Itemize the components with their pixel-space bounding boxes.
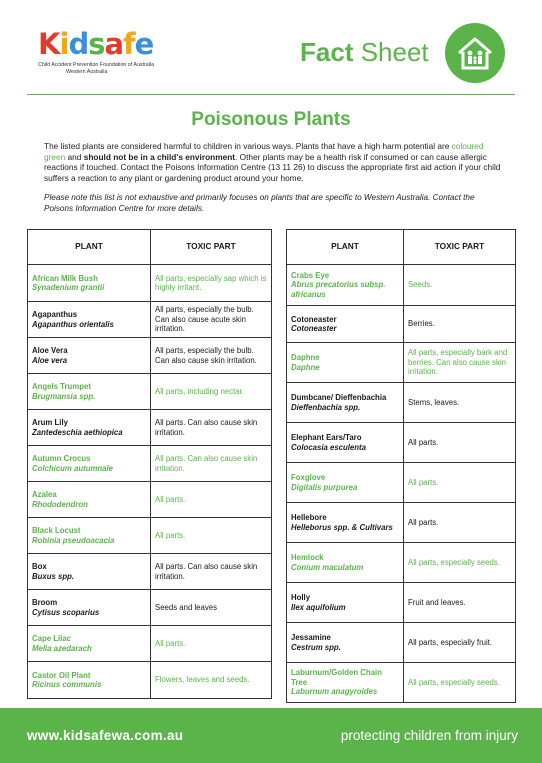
plant-common-name: Angels Trumpet — [32, 382, 91, 392]
logo-letter: i — [59, 27, 69, 61]
plant-latin-name: Rhododendron — [32, 499, 88, 509]
header-toxic-part: TOXIC PART — [151, 230, 272, 265]
plant-cell — [287, 543, 404, 583]
intro-text-3: . Other plants may be a health risk if consumed or can cause allergic reactions if touched. Contact the Poisons Information Centre (13 11 26) to discuss the appropriate first aid action if your child suffers a reaction to any plant or gardening product around your home. — [44, 151, 501, 183]
plant-latin-name: Buxus spp. — [32, 571, 75, 581]
plant-latin-name: Abrus precatorius subsp. africanus — [291, 280, 386, 299]
table-row — [287, 543, 516, 583]
header-plant: PLANT — [28, 230, 151, 265]
intro-text-2: and — [65, 151, 84, 162]
plant-latin-name: Cestrum spp. — [291, 642, 341, 652]
plant-latin-name: Digitalis purpurea — [291, 482, 358, 492]
table-row — [28, 410, 272, 446]
plant-cell — [287, 383, 404, 423]
table-row — [287, 343, 516, 383]
website-link[interactable]: www.kidsafewa.com.au — [27, 728, 184, 743]
table-row — [28, 554, 272, 590]
table-row — [28, 446, 272, 482]
plants-table-left — [27, 229, 272, 699]
header — [0, 0, 542, 95]
plant-cell — [28, 374, 151, 410]
plant-common-name: Cape Lilac — [32, 634, 71, 644]
toxic-part-cell: All parts. Can also cause skin irritation. — [151, 554, 272, 590]
plant-latin-name: Brugmansia spp. — [32, 391, 96, 401]
toxic-part-cell: All parts, especially the bulb. Can also cause skin irritation. — [151, 338, 272, 374]
plant-common-name: Broom — [32, 598, 58, 608]
plants-table-right — [286, 229, 516, 703]
plant-common-name: Crabs Eye — [291, 270, 330, 280]
toxic-part-cell: All parts, especially sap which is highly irritant. — [151, 265, 272, 302]
plant-common-name: Elephant Ears/Taro — [291, 433, 362, 443]
plant-latin-name: Helleborus spp. & Cultivars — [291, 522, 393, 532]
plant-latin-name: Melia azedarach — [32, 643, 92, 653]
plant-cell — [28, 265, 151, 302]
plant-common-name: Laburnum/Golden Chain Tree — [291, 668, 382, 687]
plant-common-name: Black Locust — [32, 526, 81, 536]
toxic-part-cell: All parts. — [404, 503, 516, 543]
plant-common-name: Foxglove — [291, 473, 326, 483]
table-row — [287, 623, 516, 663]
table-row — [28, 302, 272, 338]
plant-latin-name: Synadenium grantii — [32, 283, 105, 292]
plant-common-name: Holly — [291, 593, 311, 603]
plant-cell — [28, 410, 151, 446]
plant-latin-name: Dieffenbachia spp. — [291, 402, 361, 412]
fact-bold: Fact — [300, 37, 354, 67]
plant-cell — [287, 423, 404, 463]
toxic-part-cell: All parts. — [404, 423, 516, 463]
plant-latin-name: Cytisus scoparius — [32, 607, 100, 617]
toxic-part-cell: All parts, including nectar. — [151, 374, 272, 410]
plant-cell — [28, 482, 151, 518]
table-row — [287, 663, 516, 703]
page-title: Poisonous Plants — [191, 109, 351, 130]
toxic-part-cell: Flowers, leaves and seeds. — [151, 662, 272, 699]
table-row — [28, 662, 272, 699]
logo-region: Western Australia — [66, 69, 108, 75]
plant-common-name: Azalea — [32, 490, 57, 500]
plant-latin-name: Laburnum anagyroides — [291, 687, 378, 697]
toxic-part-cell: All parts. — [404, 463, 516, 503]
plant-latin-name: Agapanthus orientalis — [32, 319, 114, 329]
toxic-part-cell: Stems, leaves. — [404, 383, 516, 423]
plant-latin-name: Robinia pseudoacacia — [32, 535, 115, 545]
logo-letter: s — [88, 27, 105, 61]
toxic-part-cell: All parts. Can also cause skin irritation. — [151, 410, 272, 446]
plant-common-name: Aloe Vera — [32, 346, 68, 356]
toxic-part-cell: All parts, especially bark and berries. Can also cause skin irritation. — [404, 343, 516, 383]
plant-cell — [287, 306, 404, 343]
table-row — [28, 338, 272, 374]
plant-latin-name: Colocasia esculenta — [291, 442, 366, 452]
plant-cell — [287, 583, 404, 623]
disclaimer-note: Please note this list is not exhaustive and primarily focuses on plants that are specific to Western Australia. Contact the Poisons Information Centre for more details. — [44, 193, 475, 213]
toxic-part-cell: All parts, especially fruit. — [404, 623, 516, 663]
table-row — [28, 626, 272, 662]
plant-cell — [287, 463, 404, 503]
toxic-part-cell: All parts. — [151, 482, 272, 518]
plant-latin-name: Ilex aquifolium — [291, 602, 346, 612]
table-row — [28, 265, 272, 302]
plant-common-name: Daphne — [291, 353, 320, 363]
table-row — [28, 482, 272, 518]
plant-cell — [28, 626, 151, 662]
kidsafe-logo — [38, 28, 158, 88]
house-family-icon — [445, 23, 505, 83]
plant-common-name: Cotoneaster — [291, 314, 337, 324]
table-row — [287, 463, 516, 503]
plant-latin-name: Conium maculatum — [291, 562, 364, 572]
logo-letter: f — [123, 27, 135, 61]
table-row — [287, 383, 516, 423]
plant-cell — [28, 662, 151, 699]
table-row — [287, 265, 516, 306]
plant-cell — [287, 503, 404, 543]
header-divider — [27, 94, 515, 95]
plant-cell — [287, 623, 404, 663]
plant-cell — [28, 302, 151, 338]
header-toxic-part: TOXIC PART — [404, 230, 516, 265]
plant-cell — [28, 446, 151, 482]
table-row — [287, 503, 516, 543]
plant-cell — [28, 590, 151, 626]
plant-cell — [28, 554, 151, 590]
table-row — [287, 306, 516, 343]
plant-cell — [287, 265, 404, 306]
footer — [0, 708, 542, 763]
table-row — [28, 374, 272, 410]
logo-letter: d — [68, 27, 89, 61]
logo-letter: a — [104, 27, 124, 61]
plant-common-name: Agapanthus — [32, 310, 78, 320]
table-row — [287, 583, 516, 623]
plant-latin-name: Colchicum autumnale — [32, 463, 114, 473]
table-row — [287, 423, 516, 463]
plant-common-name: Hemlock — [291, 553, 324, 563]
fact-sheet-title — [300, 36, 429, 68]
table-row — [28, 518, 272, 554]
toxic-part-cell: All parts, especially seeds. — [404, 543, 516, 583]
fact-rest: Sheet — [353, 37, 429, 67]
plant-common-name: Arum Lily — [32, 418, 68, 428]
logo-wordmark — [38, 28, 153, 60]
logo-letter: K — [38, 27, 60, 61]
plant-cell — [28, 338, 151, 374]
plant-common-name: Box — [32, 562, 47, 572]
logo-subtitle: Child Accident Prevention Foundation of Australia — [38, 62, 155, 68]
header-plant: PLANT — [287, 230, 404, 265]
toxic-part-cell: All parts, especially the bulb. Can also cause acute skin irritation. — [151, 302, 272, 338]
plant-common-name: Dumbcane/ Dieffenbachia — [291, 393, 387, 403]
toxic-part-cell: All parts. Can also cause skin irritation. — [151, 446, 272, 482]
plant-latin-name: Ricinus communis — [32, 680, 102, 689]
plant-cell — [287, 663, 404, 703]
intro-bold-text: should not be in a child's environment — [83, 151, 236, 162]
plant-common-name: Castor Oil Plant — [32, 670, 91, 680]
plant-common-name: Hellebore — [291, 513, 327, 523]
plant-cell — [287, 343, 404, 383]
toxic-part-cell: Seeds. — [404, 265, 516, 306]
plant-latin-name: Daphne — [291, 362, 320, 372]
toxic-part-cell: All parts. — [151, 626, 272, 662]
table-row — [28, 590, 272, 626]
toxic-part-cell: Fruit and leaves. — [404, 583, 516, 623]
plant-cell — [28, 518, 151, 554]
toxic-part-cell: All parts, especially seeds. — [404, 663, 516, 703]
toxic-part-cell: Berries. — [404, 306, 516, 343]
intro-paragraph — [44, 141, 504, 183]
plant-latin-name: Cotoneaster — [291, 324, 337, 333]
plant-latin-name: Aloe vera — [32, 355, 68, 365]
intro-text-1: The listed plants are considered harmful to children in various ways. Plants that have a high harm potential are — [44, 141, 452, 151]
plant-common-name: African Milk Bush — [32, 273, 98, 283]
footer-tagline: protecting children from injury — [340, 728, 518, 743]
plant-latin-name: Zantedeschia aethiopica — [32, 427, 123, 437]
toxic-part-cell: All parts. — [151, 518, 272, 554]
toxic-part-cell: Seeds and leaves — [151, 590, 272, 626]
plant-common-name: Jessamine — [291, 633, 331, 643]
logo-letter: e — [134, 27, 154, 61]
intro-green-text: coloured green — [44, 141, 484, 162]
plant-common-name: Autumn Crocus — [32, 454, 91, 464]
